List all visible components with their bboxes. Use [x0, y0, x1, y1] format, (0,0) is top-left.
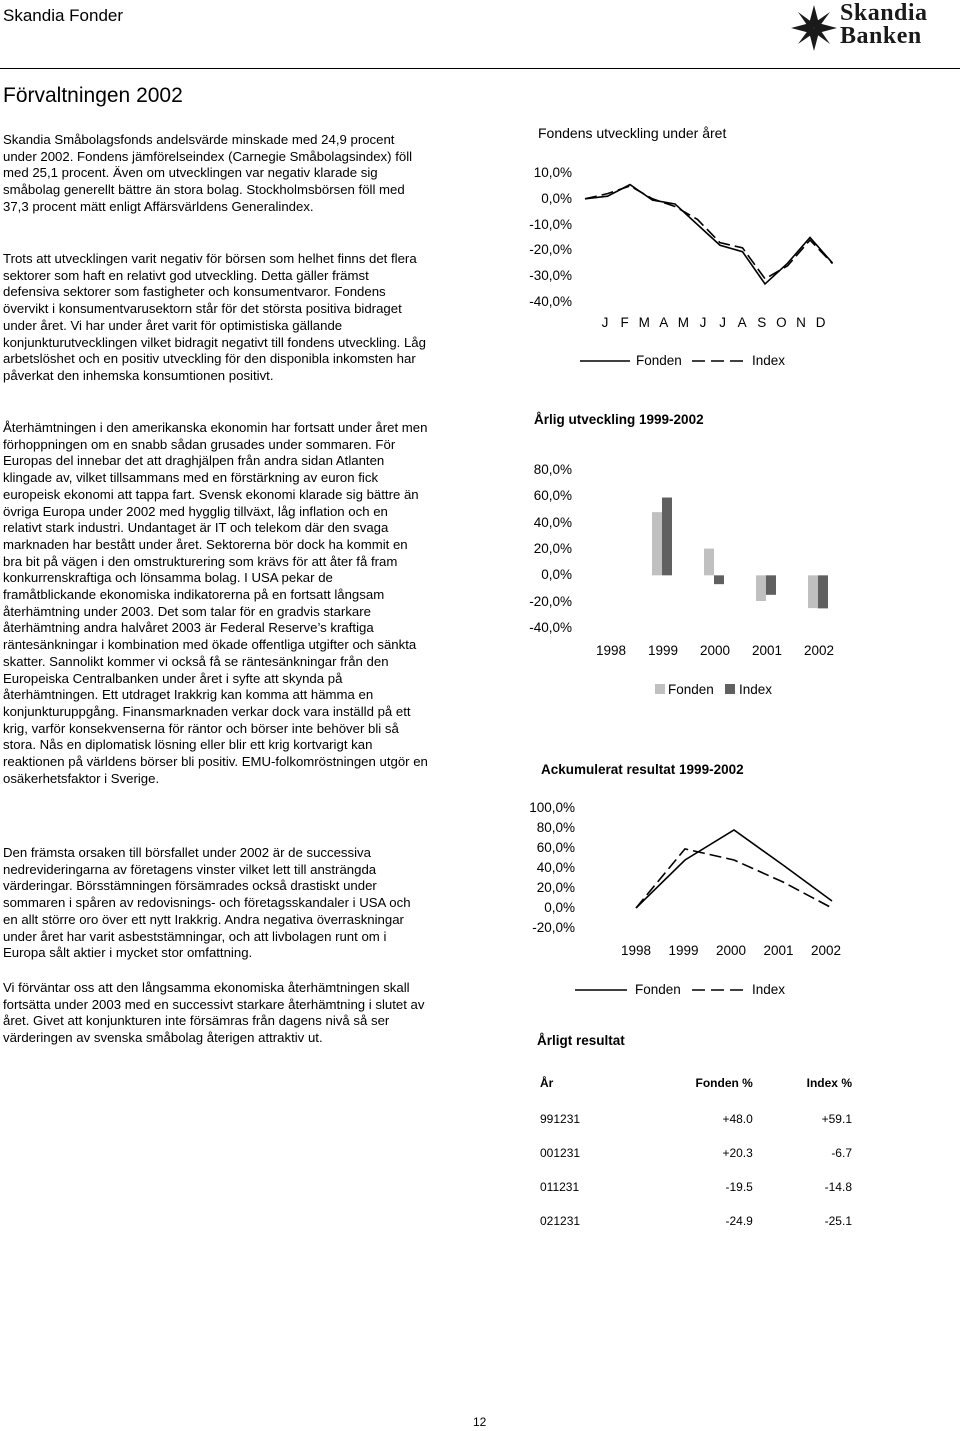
cell-year: 011231 — [540, 1180, 580, 1194]
y-tick-label: 20,0% — [533, 541, 572, 556]
y-tick-label: -40,0% — [529, 620, 572, 635]
y-tick-label: 0,0% — [541, 567, 572, 583]
x-tick-label: D — [815, 315, 826, 330]
x-tick-label: M — [677, 315, 690, 330]
legend-label-index: Index — [739, 682, 773, 697]
legend-label-fonden: Fonden — [635, 982, 681, 997]
x-tick-label: 1998 — [595, 643, 627, 658]
x-tick-label: 2002 — [810, 943, 842, 958]
column-header-index: Index % — [806, 1076, 852, 1090]
legend-solid-line — [580, 360, 630, 362]
chart3-legend — [575, 979, 835, 999]
skandia-banken-logo — [788, 2, 960, 54]
x-tick-label: 2001 — [751, 643, 783, 658]
legend-swatch-fonden — [655, 684, 665, 694]
cell-fonden: +48.0 — [722, 1112, 753, 1126]
legend-solid-line — [575, 989, 627, 991]
cell-year: 991231 — [540, 1112, 581, 1126]
series-line-fonden — [636, 830, 832, 908]
y-tick-label: 60,0% — [533, 488, 572, 504]
bar-fonden — [756, 575, 766, 601]
cell-index: -25.1 — [824, 1214, 852, 1228]
x-tick-label: 1999 — [647, 643, 679, 658]
x-tick-label: 2000 — [699, 643, 731, 658]
table-row — [540, 1112, 852, 1146]
y-tick-label: 80,0% — [536, 820, 575, 835]
legend-dashed-line — [692, 989, 747, 991]
y-tick-label: -10,0% — [529, 216, 572, 232]
table-row — [540, 1146, 852, 1180]
legend-label-index: Index — [752, 982, 786, 997]
chart3-plot — [580, 800, 840, 936]
y-tick-label: 0,0% — [541, 190, 572, 206]
page-number: 12 — [473, 1415, 487, 1429]
y-tick-label: 40,0% — [533, 514, 572, 530]
y-tick-label: -20,0% — [529, 242, 572, 258]
bar-index — [714, 575, 724, 584]
x-tick-label: J — [719, 315, 726, 330]
legend-label-fonden: Fonden — [636, 353, 682, 368]
table-header-row — [540, 1074, 852, 1112]
chart1-legend — [580, 350, 840, 370]
y-tick-label: 60,0% — [536, 840, 575, 855]
x-tick-label: A — [737, 315, 747, 330]
x-tick-label: A — [659, 315, 669, 330]
cell-fonden: -24.9 — [725, 1214, 753, 1228]
logo-text-line1: Skandia — [840, 0, 928, 26]
x-tick-label: O — [776, 315, 787, 330]
x-tick-label: 2002 — [803, 643, 835, 658]
y-tick-label: 20,0% — [536, 880, 575, 895]
cell-year: 021231 — [540, 1214, 581, 1228]
x-tick-label: J — [601, 315, 609, 330]
header-divider — [0, 68, 960, 69]
x-tick-label: M — [638, 315, 650, 330]
x-tick-label: 2000 — [715, 943, 747, 958]
series-line-index — [585, 186, 833, 279]
cell-index: -14.8 — [824, 1180, 852, 1194]
y-tick-label: 40,0% — [536, 860, 575, 875]
cell-fonden: -19.5 — [725, 1180, 753, 1194]
y-tick-label: 80,0% — [533, 462, 572, 477]
page-title: Förvaltningen 2002 — [3, 84, 183, 107]
cell-index: -6.7 — [831, 1146, 852, 1160]
x-tick-label: 2001 — [763, 943, 794, 958]
bar-fonden — [808, 575, 818, 608]
cell-year: 001231 — [540, 1146, 581, 1160]
result-table — [540, 1074, 852, 1248]
series-line-fonden — [585, 185, 833, 284]
paragraph: Den främsta orsaken till börsfallet under 2002 är de successiva nedrevideringarna av företagens vinster vilket lett till ansträngda värderingar. Börsstämningen försämrades också drastiskt under sommaren i spåren av redovisnings- och företagsskandaler i USA och en allt större oro över ett nytt Irakkrig. Andra negativa överraskningar under året har varit asbeststämningar, och att livbolagen runt om i Europa sålt aktier i mycket stor omfattning. — [3, 845, 411, 961]
legend-swatch-index — [725, 684, 735, 694]
x-tick-label: F — [620, 315, 629, 330]
x-tick-label: J — [699, 315, 707, 330]
paragraph: Återhämtningen i den amerikanska ekonomin har fortsatt under året men förhoppningen om en snabb sådan grusades under sommaren. För Europas del innebar det att draghjälpen från andra sidan Atlanten klingade av, vilket tillsammans med en förstärkning av euron fick europeisk ekonomi att tappa fart. Svensk ekonomi klarade sig bättre än övriga Europa under 2002 med hygglig tillväxt, låg inflation och en relativt stark industri. Undantaget är IT och telekom där den svaga marknaden har bestått under året. Sektorerna bör dock ha kommit en bra bit på vägen i den omstrukturering som krävs för att åter få fram konkurrenskraftiga och lönsamma bolag. I USA pekar de framåtblickande ekonomiska indikatorerna på en fortsatt långsam återhämtning under 2003. Det som talar för en gradvis starkare återhämtning andra halvåret 2003 är Federal Reserve’s kraftiga räntesänkningar i kombination med ökade offentliga utgifter och sänkta skatter. Sannolikt kommer vi också få se räntesänkningar från den Europeiska Centralbanken under året i syfte att skynda på återhämtningen. Ett utdraget Irakkrig kan komma att hämma en konjunkturuppgång. Finansmarknaden verkar dock vara inställd på ett krig, varför konsekvenserna för räntor och börser inte behöver bli så stora. Nås en diplomatisk lösning eller blir ett krig kortvarigt kan reaktionen på världens börser bli positiv. EMU-folkomröstningen utgör en osäkerhetsfaktor i Sverige. — [3, 420, 428, 786]
y-tick-label: 10,0% — [533, 165, 572, 180]
table-title: Årligt resultat — [537, 1033, 625, 1048]
y-tick-label: -20,0% — [532, 920, 575, 935]
y-tick-label: -40,0% — [529, 294, 572, 309]
y-tick-label: 100,0% — [529, 800, 575, 815]
skandia-star-icon — [788, 2, 840, 54]
header-title: Skandia Fonder — [3, 6, 124, 25]
y-tick-label: -30,0% — [529, 268, 572, 284]
y-tick-label: 0,0% — [544, 900, 575, 915]
logo-text-line2: Banken — [840, 23, 922, 49]
chart2-title: Årlig utveckling 1999-2002 — [534, 412, 704, 427]
legend-dashed-line — [692, 360, 747, 362]
chart2-plot — [580, 458, 840, 638]
bar-fonden — [652, 512, 662, 575]
x-tick-label: N — [796, 315, 806, 330]
cell-index: +59.1 — [821, 1112, 852, 1126]
legend-label-fonden: Fonden — [668, 682, 714, 697]
paragraph: Trots att utvecklingen varit negativ för börsen som helhet finns det flera sektorer som haft en relativt god utveckling. Detta gäller främst defensiva sektorer som fastigheter och konsumentvaror. Fondens övervikt i konsumentvarusektorn står för det största positiva bidraget under året. Vi har under året varit för optimistiska gällande konjunkturutvecklingen vilket bidragit negativt till fondens utveckling. Låg arbetslöshet och en positiv utveckling för den disponibla inkomsten har påverkat den inhemska konsumtionen positivt. — [3, 251, 426, 383]
bar-index — [662, 498, 672, 576]
x-tick-label: 1998 — [620, 943, 652, 958]
table-row — [540, 1180, 852, 1214]
chart1-title: Fondens utveckling under året — [538, 125, 727, 141]
x-tick-label: 1999 — [668, 943, 699, 958]
x-tick-label: S — [757, 315, 767, 330]
bar-fonden — [704, 549, 714, 576]
column-header-year: År — [540, 1076, 554, 1090]
legend-label-index: Index — [752, 353, 786, 368]
paragraph: Skandia Småbolagsfonds andelsvärde minskade med 24,9 procent under 2002. Fondens jämförelseindex (Carnegie Småbolagsindex) föll med 25,1 procent. Även om utvecklingen var negativ klarade sig småbolag generellt bättre än stora bolag. Stockholmsbörsen föll med 37,3 procent mätt enligt Affärsvärldens Generalindex. — [3, 132, 413, 214]
table-row — [540, 1214, 852, 1248]
paragraph: Vi förväntar oss att den långsamma ekonomiska återhämtningen skall fortsätta under 2003 med en successivt starkare återhämtning i slutet av året. Givet att konjunkturen inte försämras från dagens nivå så ser värderingen av svenska småbolag återigen attraktiv ut. — [3, 980, 425, 1046]
column-header-fonden: Fonden % — [695, 1076, 753, 1090]
y-tick-label: -20,0% — [529, 593, 572, 609]
chart3-title: Ackumulerat resultat 1999-2002 — [541, 762, 744, 777]
chart1-plot — [580, 160, 840, 320]
bar-index — [766, 575, 776, 594]
chart2-legend — [655, 682, 815, 700]
cell-fonden: +20.3 — [722, 1146, 753, 1160]
bar-index — [818, 575, 828, 608]
